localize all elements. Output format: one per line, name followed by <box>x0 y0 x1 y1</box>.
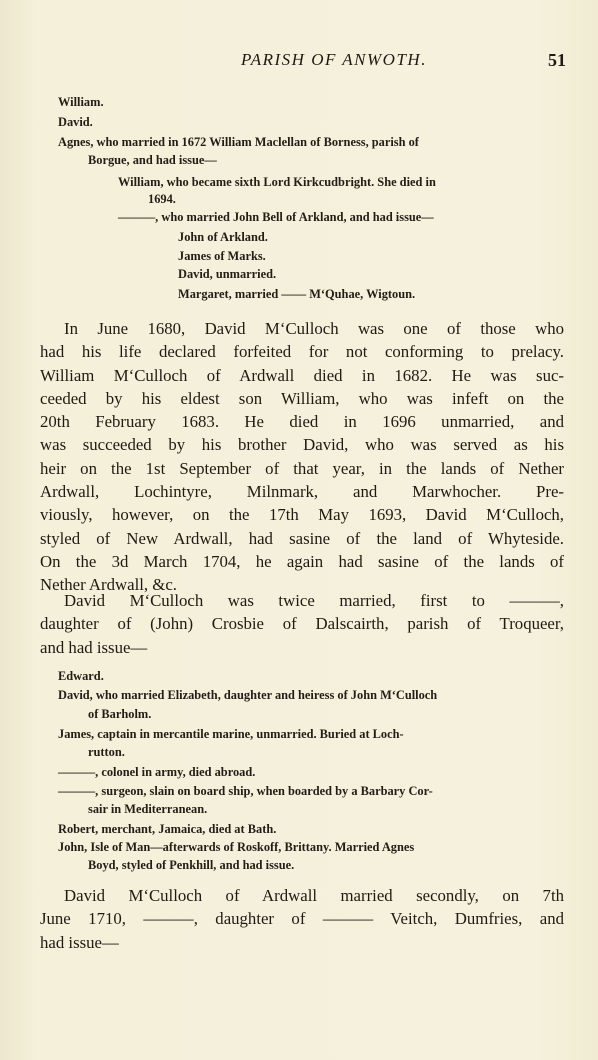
genealogy-line: Margaret, married —— M‘Quhae, Wigtoun. <box>178 287 416 301</box>
genealogy-line: Boyd, styled of Penkhill, and had issue. <box>88 858 295 872</box>
genealogy-line: sair in Mediterranean. <box>88 802 208 816</box>
genealogy-line: James, captain in mercantile marine, unmarried. Buried at Loch- <box>58 727 404 741</box>
text-line: 20th February 1683. He died in 1696 unmarried, and <box>40 412 564 432</box>
text-line: had issue— <box>40 932 119 952</box>
genealogy-line: ———, colonel in army, died abroad. <box>58 765 256 779</box>
text-line: was succeeded by his brother David, who was served as his <box>40 435 564 455</box>
genealogy-line: William. <box>58 95 104 109</box>
genealogy-line: Borgue, and had issue— <box>88 153 217 167</box>
text-line: viously, however, on the 17th May 1693, David M‘Culloch, <box>40 505 564 525</box>
genealogy-line: John, Isle of Man—afterwards of Roskoff, Brittany. Married Agnes <box>58 840 415 854</box>
text-line: ceeded by his eldest son William, who was infeft on the <box>40 388 564 408</box>
text-line: and had issue— <box>40 637 148 657</box>
text-line: Nether Ardwall, &c. <box>40 575 178 595</box>
text-line: On the 3d March 1704, he again had sasine of the lands of <box>40 551 564 571</box>
genealogy-line: ———, who married John Bell of Arkland, and had issue— <box>118 210 434 224</box>
paragraph-1 <box>40 317 564 597</box>
genealogy-line: 1694. <box>148 192 176 206</box>
text-line: styled of New Ardwall, had sasine of the land of Whyteside. <box>40 528 564 548</box>
genealogy-line: John of Arkland. <box>178 230 268 244</box>
page-number: 51 <box>548 50 566 70</box>
genealogy-line: Agnes, who married in 1672 William Maclellan of Borness, parish of <box>58 135 419 149</box>
text-line: heir on the 1st September of that year, in the lands of Nether <box>40 458 564 478</box>
genealogy-line: of Barholm. <box>88 707 152 721</box>
genealogy-line: David, unmarried. <box>178 267 277 281</box>
genealogy-line: rutton. <box>88 745 125 759</box>
text-line: David M‘Culloch was twice married, first to ———, <box>64 591 564 610</box>
genealogy-line: Robert, merchant, Jamaica, died at Bath. <box>58 822 277 836</box>
text-line: June 1710, ———, daughter of ——— Veitch, Dumfries, and <box>40 909 564 929</box>
genealogy-line: William, who became sixth Lord Kirkcudbright. She died in <box>118 175 436 189</box>
genealogy-line: ———, surgeon, slain on board ship, when boarded by a Barbary Cor- <box>58 784 433 798</box>
text-line: William M‘Culloch of Ardwall died in 1682. He was suc- <box>40 365 564 385</box>
text-line: had his life declared forfeited for not conforming to prelacy. <box>40 342 564 362</box>
paragraph-2 <box>40 589 564 659</box>
text-line: daughter of (John) Crosbie of Dalscairth, parish of Troqueer, <box>40 614 564 634</box>
paragraph-3 <box>40 884 564 954</box>
genealogy-line: Edward. <box>58 669 104 683</box>
genealogy-line: David. <box>58 115 93 129</box>
text-line: In June 1680, David M‘Culloch was one of those who <box>64 319 564 338</box>
page-header <box>40 50 568 76</box>
genealogy-line: David, who married Elizabeth, daughter and heiress of John M‘Culloch <box>58 688 438 702</box>
genealogy-line: James of Marks. <box>178 249 266 263</box>
text-line: Ardwall, Lochintyre, Milnmark, and Marwhocher. Pre- <box>40 482 564 502</box>
text-line: David M‘Culloch of Ardwall married secondly, on 7th <box>64 886 564 905</box>
running-title: PARISH OF ANWOTH. <box>241 50 427 69</box>
